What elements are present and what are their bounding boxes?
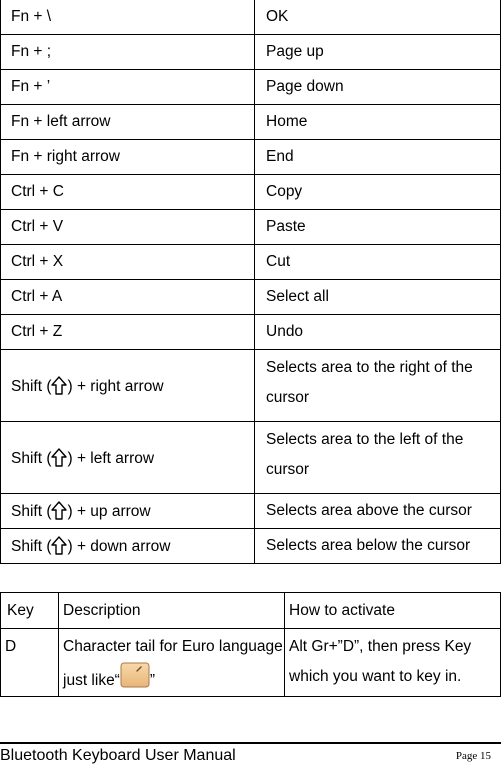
- shortcut-action: Select all: [255, 280, 501, 315]
- shortcut-action: Page up: [255, 35, 501, 70]
- shortcut-key: Ctrl + V: [1, 210, 255, 245]
- table-row: [1, 629, 501, 697]
- shift-label-post: ) + down arrow: [67, 538, 171, 555]
- table-row: [1, 175, 501, 210]
- shortcut-key: [1, 422, 255, 494]
- footer-title: Bluetooth Keyboard User Manual: [0, 747, 236, 764]
- shortcut-key: Fn + \: [1, 0, 255, 35]
- shortcut-key: Fn + left arrow: [1, 105, 255, 140]
- shortcut-action: Selects area above the cursor: [255, 494, 501, 529]
- key-table: [0, 592, 501, 697]
- shortcut-key: Ctrl + X: [1, 245, 255, 280]
- shift-label-post: ) + left arrow: [67, 449, 155, 467]
- shortcut-action: Copy: [255, 175, 501, 210]
- page-footer: [0, 742, 501, 767]
- shift-arrow-icon: [51, 376, 67, 396]
- activate-cell: Alt Gr+”D”, then press Key which you want to key in.: [285, 629, 501, 697]
- shortcut-key: Fn + ’: [1, 70, 255, 105]
- column-header-description: Description: [59, 593, 285, 629]
- table-row: [1, 70, 501, 105]
- shift-label-pre: Shift (: [11, 449, 52, 467]
- table-row: [1, 140, 501, 175]
- column-header-key: Key: [1, 593, 59, 629]
- euro-tail-key-icon: [120, 662, 150, 688]
- column-header-activate: How to activate: [285, 593, 501, 629]
- shortcut-key: [1, 494, 255, 529]
- shortcut-action: Selects area to the right of the cursor: [255, 350, 501, 422]
- shortcut-key: Ctrl + C: [1, 175, 255, 210]
- shortcut-action: Cut: [255, 245, 501, 280]
- shortcut-key: Fn + ;: [1, 35, 255, 70]
- shift-label-pre: Shift (: [11, 503, 52, 520]
- shift-label-post: ) + right arrow: [67, 377, 164, 395]
- shortcut-action: Selects area below the cursor: [255, 529, 501, 564]
- shortcut-key: [1, 350, 255, 422]
- key-cell: D: [1, 629, 59, 697]
- shortcut-action: Undo: [255, 315, 501, 350]
- shortcut-key: [1, 529, 255, 564]
- shortcut-key: Ctrl + Z: [1, 315, 255, 350]
- table-row: [1, 529, 501, 564]
- shortcut-key: Ctrl + A: [1, 280, 255, 315]
- table-row: [1, 494, 501, 529]
- table-row: [1, 35, 501, 70]
- shift-arrow-icon: [51, 448, 67, 468]
- shift-arrow-icon: [51, 501, 67, 521]
- description-text: Character tail for Euro language just like“: [63, 638, 283, 689]
- shortcut-action: Home: [255, 105, 501, 140]
- shortcut-key: Fn + right arrow: [1, 140, 255, 175]
- shift-arrow-icon: [51, 536, 67, 556]
- table-row: [1, 350, 501, 422]
- table-row: [1, 422, 501, 494]
- page-number: Page 15: [455, 750, 491, 762]
- shift-label-pre: Shift (: [11, 377, 52, 395]
- table-row: [1, 280, 501, 315]
- shortcut-action: Paste: [255, 210, 501, 245]
- shift-label-pre: Shift (: [11, 538, 52, 555]
- shortcut-action: OK: [255, 0, 501, 35]
- table-row: [1, 210, 501, 245]
- table-row: [1, 315, 501, 350]
- description-text-end: ”: [149, 672, 156, 689]
- table-header-row: [1, 593, 501, 629]
- table-row: [1, 105, 501, 140]
- table-row: [1, 245, 501, 280]
- description-cell: [59, 629, 285, 697]
- shift-label-post: ) + up arrow: [67, 503, 151, 520]
- shortcut-action: End: [255, 140, 501, 175]
- shortcut-action: Selects area to the left of the cursor: [255, 422, 501, 494]
- shortcut-action: Page down: [255, 70, 501, 105]
- table-row: [1, 0, 501, 35]
